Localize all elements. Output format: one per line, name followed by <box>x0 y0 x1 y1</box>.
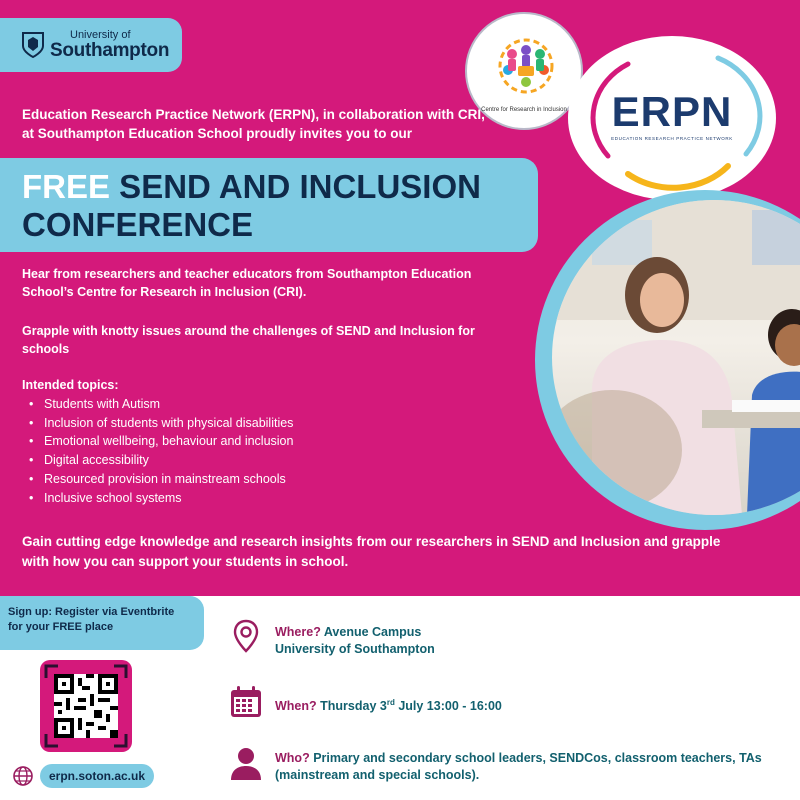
who-label: Who? <box>275 751 310 765</box>
signup-line-2: for your FREE place <box>8 621 114 633</box>
where-label: Where? <box>275 625 321 639</box>
topics-heading: Intended topics: <box>22 378 119 392</box>
university-logo-pill <box>0 18 182 72</box>
crest-icon <box>22 32 44 58</box>
list-item: • Inclusion of students with physical disabilities <box>44 414 293 433</box>
website-link[interactable]: erpn.soton.ac.uk <box>40 764 154 788</box>
erpn-subtitle: EDUCATION RESEARCH PRACTICE NETWORK <box>611 136 733 141</box>
calendar-icon <box>228 684 264 720</box>
paragraph-grapple: Grapple with knotty issues around the challenges of SEND and Inclusion for schools <box>22 324 475 356</box>
signup-line-1: Sign up: Register via Eventbrite <box>8 606 175 618</box>
list-item: • Students with Autism <box>44 395 293 414</box>
qr-code-frame[interactable] <box>40 660 132 752</box>
globe-icon <box>12 765 34 787</box>
list-item: • Digital accessibility <box>44 451 293 470</box>
cri-logo-label: Centre for Research in Inclusion <box>481 107 567 113</box>
title-line-1-rest: SEND AND INCLUSION <box>110 168 481 205</box>
university-small-text: University of <box>70 29 131 41</box>
title-line-2: CONFERENCE <box>22 206 254 243</box>
when-date-suffix: rd <box>386 698 395 707</box>
erpn-title: ERPN <box>611 88 733 135</box>
list-item: • Emotional wellbeing, behaviour and inclusion <box>44 432 293 451</box>
intro-text: Education Research Practice Network (ERPN), in collaboration with CRI, at Southampton Education School proudly invites you to our <box>22 107 485 141</box>
location-pin-icon <box>228 618 264 654</box>
where-line-2: University of Southampton <box>275 642 435 656</box>
paragraph-hear: Hear from researchers and teacher educators from Southampton Education School’s Centre for Research in Inclusion (CRI). <box>22 267 472 299</box>
when-date: Thursday 3 <box>316 699 387 714</box>
university-name: Southampton <box>50 40 170 61</box>
where-info <box>275 624 435 658</box>
when-info <box>275 694 502 715</box>
when-label: When? <box>275 699 317 714</box>
where-line-1: Avenue Campus <box>320 625 422 639</box>
title-free: FREE <box>22 168 111 205</box>
closing-text: Gain cutting edge knowledge and research insights from our researchers in SEND and Inclusion and grapple with how you can support your students in school. <box>22 534 721 569</box>
list-item: • Resourced provision in mainstream schools <box>44 470 293 489</box>
who-line-1: Primary and secondary school leaders, SENDCos, classroom teachers, TAs <box>309 751 762 765</box>
who-info <box>275 750 762 784</box>
title-banner <box>0 158 538 252</box>
qr-code[interactable] <box>54 674 118 738</box>
signup-pill <box>0 596 204 650</box>
who-line-2: (mainstream and special schools). <box>275 768 480 782</box>
when-time: July 13:00 - 16:00 <box>394 699 502 714</box>
qr-code-pattern <box>54 674 118 738</box>
person-icon <box>228 746 264 782</box>
topics-list <box>44 395 293 507</box>
list-item: • Inclusive school systems <box>44 489 293 508</box>
erpn-logo <box>568 36 776 200</box>
title-line-1 <box>22 168 538 206</box>
